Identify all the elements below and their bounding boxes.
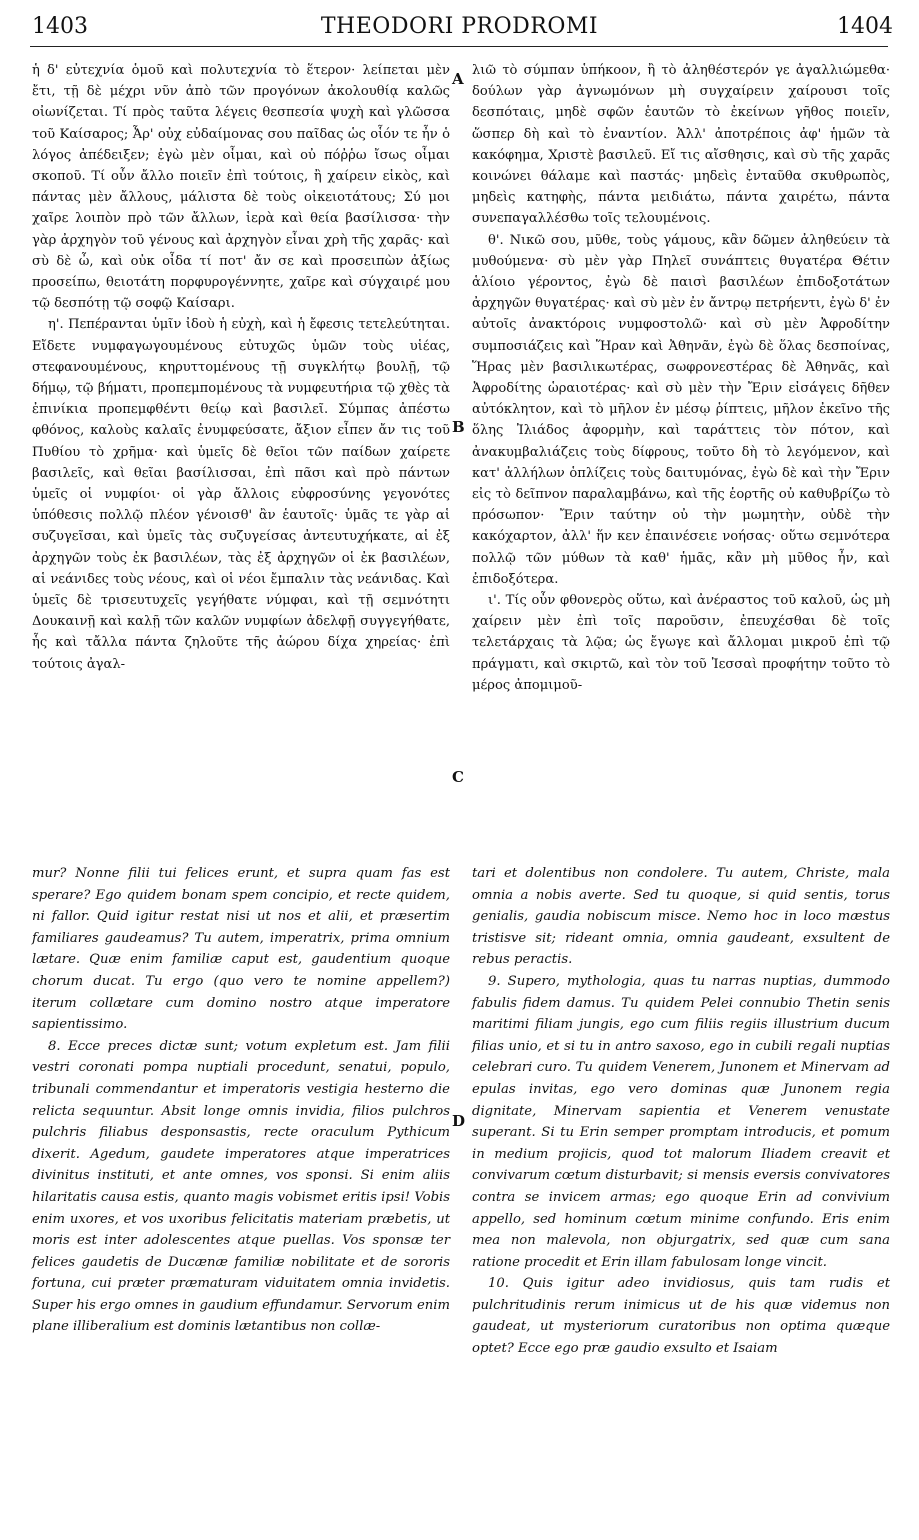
latin-paragraph: 9. Supero, mythologia, quas tu narras nuptias, dummodo fabulis fidem damus. Tu quidem Pelei connubio Thetin senis maritimi filiam jungis, ego cum filiis regiis illustrium ducum filias unio, et si tu in antro saxoso, ego in cubili regali nuptias celebrari curo. Tu quidem Venerem, Junonem et Minervam ad epulas invitas, ego vero dominas quæ Junonem regia dignitate, Minervam sapientia et Venerem venustate superant. Si tu Erin semper promptam introducis, et pomum in medium projicis, quod tot malorum Iliadem creavit et convivarum cœtum disturbavit; si mensis eversis convivatores contra se invicem armas; ego quoque Erin ad convivium appello, sed hominum cœtum minime confundo. Eris enim mea non malevola, non objurgatrix, sed quæ cum sana ratione procedit et Erin illam fabulosam longe vincit. [472,973,890,1270]
latin-paragraph: 10. Quis igitur adeo invidiosus, quis tam rudis et pulchritudinis rerum inimicus ut de his quæ videmus non gaudeat, ut mysteriorum curatoribus non optima quæque optet? Ecce ego præ gaudio exsulto et Isaiam [472,1276,890,1357]
latin-paragraph: mur? Nonne filii tui felices erunt, et supra quam fas est sperare? Ego quidem bonam spem concipio, et recte quidem, ni fallor. Quid igitur restat nisi ut nos et alii, et præsertim familiares gaudeamus? Tu autem, imperatrix, prima omnium lætare. Quæ enim familiæ caput est, gaudentium quoque chorum ducat. Tu ergo (quo vero te nomine appellem?) iterum collætare cum domino nostro atque imperatore sapientissimo. [32,866,450,1033]
greek-paragraph: ἡ δ' εὐτεχνία ὁμοῦ καὶ πολυτεχνία τὸ ἕτερον· λείπεται μὲν ἔτι, τῇ δὲ μέχρι νῦν ἀπὸ τῶν προγόνων ἀκολουθίᾳ καλῶς οἰωνίζεται. Τί πρὸς ταῦτα λέγεις θεσπεσία ψυχὴ καὶ γλῶσσα τοῦ Καίσαρος; Ἆρ' οὐχ εὐδαίμονας σου παῖδας ὡς οἷόν τε ἦν ὁ λόγος ἀπέδειξεν; ἐγὼ μὲν οἶμαι, καὶ οὐ πόῤῥω ἴσως οἶμαι σκοποῦ. Τί οὖν ἄλλο ποιεῖν ἐπὶ τούτοις, ἢ χαίρειν εἰκὸς, καὶ πάντας μὲν ἄλλους, μάλιστα δὲ τοὺς οἰκειοτάτους; Σύ μοι χαῖρε λοιπὸν πρὸ τῶν ἄλλων, ἱερὰ καὶ θεία βασίλισσα· τὴν γὰρ ἀρχηγὸν τοῦ γένους καὶ ἀρχηγὸν εἶναι χρὴ τῆς χαρᾶς· καὶ σὺ δὲ ὦ, καὶ οὐκ οἶδα τί ποτ' ἄν σε καὶ προσειπὼν ἀξίως προσείπω, θειοτάτη πορφυρογέννητε, χαῖρε καὶ σύγχαιρέ μου τῷ δεσπότῃ τῷ σοφῷ Καίσαρι. [32,63,450,312]
margin-letter-a: A [452,70,464,88]
greek-column-right [472,60,890,840]
latin-paragraph: 8. Ecce preces dictæ sunt; votum expletum est. Jam filii vestri coronati pompa nuptiali procedunt, senatui, populo, tribunali commendantur et imperatoris vestigia hesterno die relicta sequuntur. Absit longe omnis invidia, filios pulchros pulchris filiabus desponsastis, recte oraculum Pythicum dixerit. Agedum, gaudete imperatores atque imperatrices divinitus instituti, et ante omnes, vos sponsi. Si enim aliis hilaritatis causa estis, quanto magis vobismet eritis ipsi! Vobis enim uxores, et vos uxoribus felicitatis materiam præbetis, ut moris est inter adolescentes atque puellas. Vos sponsæ ter felices gaudetis de Ducænæ familiæ nobilitate et de sororis fortuna, cui præter præmaturam viduitatem omnia invidetis. Super his ergo omnes in gaudium effundamur. Servorum enim plane illiberalium est dominis lætantibus non collæ- [32,1038,450,1335]
latin-column-left [32,863,450,1503]
latin-paragraph: tari et dolentibus non condolere. Tu autem, Christe, mala omnia a nobis averte. Sed tu quoque, si quid sentis, torus genialis, gaudia nobiscum misce. Nemo hoc in loco mæstus tristisve sit; rideant omnia, omnia gaudeant, exsultent de rebus peractis. [472,866,890,968]
page-number-right: 1404 [837,14,893,39]
margin-letter-c: C [452,768,464,786]
margin-letter-b: B [452,418,465,436]
page-number-left: 1403 [32,14,88,39]
margin-letter-d: D [452,1112,466,1130]
latin-column-right [472,863,890,1503]
header-rule [30,46,888,47]
greek-paragraph: η'. Πεπέρανται ὑμῖν ἰδοὺ ἡ εὐχὴ, καὶ ἡ ἔφεσις τετελεύτηται. Εἴδετε νυμφαγωγουμένους εὐτυχῶς ὑμῶν τοὺς υἱέας, στεφανουμένους, κηρυττομένους τῇ συγκλήτῳ βουλῇ, τῷ δήμῳ, τῷ βήματι, προπεμπομένους τὰ νυμφευτήρια τῷ χθὲς τὰ ἐπινίκια προπεμφθέντι θείῳ καὶ βασιλεῖ. Σύμπας ἀπέστω φθόνος, καλοὺς καλαῖς ἐνυμφεύσατε, ἄξιον εἶπεν ἄν τις τοῦ Πυθίου τὸ χρῆμα· καὶ ὑμεῖς δὲ θεῖοι τῶν παίδων χαίρετε βασιλεῖς, καὶ θεῖαι βασίλισσαι, ἐπὶ πᾶσι καὶ πρὸ πάντων ὑμεῖς οἱ νυμφίοι· οἱ γὰρ ἄλλοις εὐφροσύνης γεγονότες ὑπόθεσις πολλῷ πλέον γένοισθ' ἂν ἑαυτοῖς· ὑμᾶς τε γὰρ αἱ συζυγεῖσαι, καὶ ὑμεῖς τὰς συζυγείσας ἀντευτυχήκατε, αἱ ἐξ ἀρχηγῶν τοὺς ἐκ βασιλέων, τὰς ἐξ ἀρχηγῶν οἱ ἐκ βασιλέων, αἱ νεάνιδες τοὺς νέους, καὶ οἱ νέοι ἔμπαλιν τὰς νεάνιδας. Καὶ ὑμεῖς δὲ τρισευτυχεῖς γεγήθατε νύμφαι, καὶ τῇ σεμνότητι Δουκαινῇ καὶ καλῇ τῶν καλῶν νυμφίων ἀδελφῇ συγγεγήθατε, ἧς καὶ τἄλλα πάντα ζηλοῦτε τῆς ἀώρου δίχα χηρείας· ἐπὶ τούτοις ἀγαλ- [32,317,450,672]
greek-paragraph: ι'. Τίς οὖν φθονερὸς οὕτω, καὶ ἀνέραστος τοῦ καλοῦ, ὡς μὴ χαίρειν μὲν ἐπὶ τοῖς παροῦσιν, ἐπευχέσθαι δὲ τοῖς τελετάρχαις τὰ λῷα; ὡς ἔγωγε καὶ ἄλλομαι μικροῦ ἐπὶ τῷ πράγματι, καὶ σκιρτῶ, καὶ τὸν τοῦ Ἰεσσαὶ προφήτην τοῦτο τὸ μέρος ἀπομιμοῦ- [472,593,890,693]
running-title: THEODORI PRODROMI [320,14,599,39]
greek-column-left [32,60,450,840]
greek-paragraph: θ'. Νικῶ σου, μῦθε, τοὺς γάμους, κἂν δῶμεν ἀληθεύειν τὰ μυθούμενα· σὺ μὲν γὰρ Πηλεῖ συνάπτεις θυγατέρα Θέτιν ἁλίοιο γέροντος, ἐγὼ δὲ παισὶ βασιλέων ἐπιδοξοτάτων ἀρχηγῶν θυγατέρας· καὶ σὺ μὲν ἐν ἄντρῳ πετρήεντι, ἐγὼ δ' ἐν αὐτοῖς ἀνακτόροις νυμφοστολῶ· καὶ σὺ μὲν Ἀφροδίτην συμποσιάζεις καὶ Ἥραν καὶ Ἀθηνᾶν, ἐγὼ δὲ ὅλας δεσποίνας, Ἥρας μὲν βασιλικωτέρας, σωφρονεστέρας δὲ Ἀθηνᾶς, καὶ Ἀφροδίτης ὡραιοτέρας· καὶ σὺ μὲν τὴν Ἔριν εἰσάγεις δῆθεν αὐτόκλητον, καὶ τὸ μῆλον ἐν μέσῳ ῥίπτεις, μῆλον ἐκεῖνο τῆς ὅλης Ἰλιάδος ἀφορμὴν, καὶ ταράττεις τὸν πότον, καὶ ἀνακυμβαλιάζεις τοὺς δίφρους, τοῦτο δὴ τὸ λεγόμενον, καὶ κατ' ἀλλήλων ὁπλίζεις τοὺς δαιτυμόνας, ἐγὼ δὲ καὶ τὴν Ἔριν εἰς τὸ δεῖπνον παραλαμβάνω, καὶ τῆς ἑορτῆς οὐ καθυβρίζω τὸ πρόσωπον· Ἔριν ταύτην οὐ τὴν μωμητὴν, οὐδὲ τὴν κακόχαρτον, ἀλλ' ἥν κεν ἐπαινέσειε νοήσας· οὕτω σεμνότερα πολλῷ τῶν μύθων τὰ καθ' ἡμᾶς, κἂν μὴ μῦθος ἦν, καὶ ἐπιδοξότερα. [472,232,890,587]
greek-paragraph: λιῶ τὸ σύμπαν ὑπήκοον, ἢ τὸ ἀληθέστερόν γε ἀγαλλιώμεθα· δούλων γὰρ ἀγνωμόνων μὴ συγχαίρειν χαίρουσι τοῖς δεσπόταις, μηδὲ σφῶν ἑαυτῶν τὸ ἐκείνων γῆθος ποιεῖν, ὥσπερ δὴ καὶ τὸ ἐναντίον. Ἀλλ' ἀποτρέποις ἀφ' ἡμῶν τὰ κακόφημα, Χριστὲ βασιλεῦ. Εἴ τις αἴσθησις, καὶ σὺ τῆς χαρᾶς κοινώνει θάλαμε καὶ παστάς· μηδεὶς ἐνταῦθα σκυθρωπὸς, μηδεὶς κατηφὴς, πάντα μειδιάτω, πάντα χαιρέτω, πάντα συνεπαγαλλέσθω τοῖς τελουμένοις. [472,63,890,227]
page-header [0,14,919,44]
